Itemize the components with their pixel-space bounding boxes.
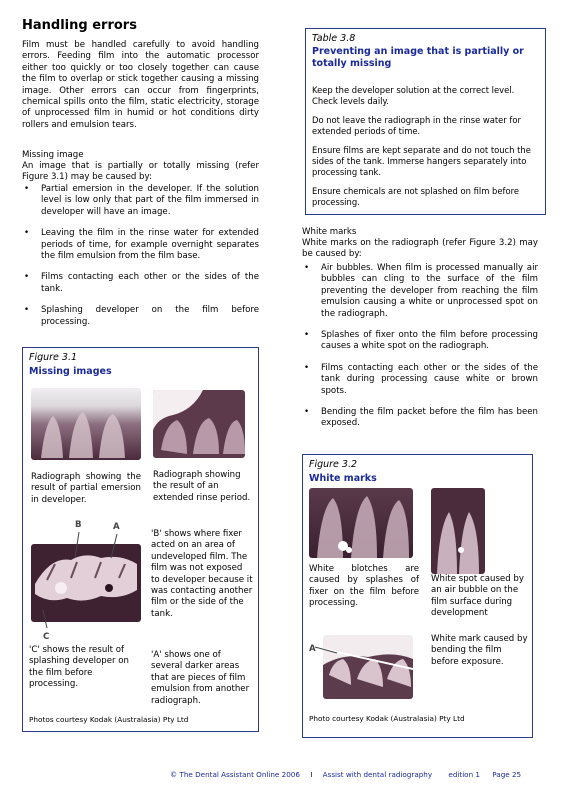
intro-paragraph: Film must be handled carefully to avoid handling errors. Feeding film into the automatic processor either too quickly or too closely together can cause the film to overlap or stick together causing a missing image. Other errors can occur from fingerprints, chemical spills onto the film, static electricity, storage of unprocessed film in humid or hot conditions dirty rollers and emulsion tears. bbox=[22, 40, 259, 130]
marker-c: C bbox=[43, 632, 50, 642]
section-heading: Handling errors bbox=[22, 18, 137, 33]
table-label: Table 3.8 bbox=[312, 33, 356, 44]
white-marks-heading: White marks bbox=[302, 227, 357, 237]
list-item: • Splashing developer on the film before processing. bbox=[22, 305, 259, 328]
marker-b: B bbox=[75, 520, 82, 530]
radiograph-white-blotches-image bbox=[309, 488, 413, 558]
list-item: • Air bubbles. When film is processed manually air bubbles can cling to the surface of the film preventing the developer from reaching the film emulsion causing a white or unprocessed spot on the radiograph. bbox=[302, 263, 538, 320]
table-body bbox=[312, 85, 540, 216]
radiograph-extended-rinse-image bbox=[153, 390, 245, 458]
missing-image-heading: Missing image bbox=[22, 150, 84, 160]
radiograph-white-blotches bbox=[309, 488, 413, 558]
figure-3-2 bbox=[302, 454, 533, 738]
figure-3-1 bbox=[22, 347, 259, 732]
radiograph-extended-rinse bbox=[153, 390, 245, 458]
list-item: • Films contacting each other or the sides of the tank during processing cause white or brown spots. bbox=[302, 363, 538, 397]
table-title: Preventing an image that is partially or totally missing bbox=[312, 46, 524, 69]
caption-bent-film: White mark caused by bending the film before exposure. bbox=[431, 634, 528, 667]
list-item: • Partial emersion in the developer. If the solution level is low only that part of the film immersed in developer will have an image. bbox=[22, 184, 259, 218]
list-item: • Splashes of fixer onto the film before processing causes a white spot on the radiograph. bbox=[302, 330, 538, 353]
white-marks-intro: White marks on the radiograph (refer Figure 3.2) may be caused by: bbox=[302, 238, 538, 260]
caption-partial-emersion: Radiograph showing the result of partial emersion in developer. bbox=[31, 472, 141, 505]
footer-copyright: © The Dental Assistant Online 2006 bbox=[170, 770, 300, 779]
list-item: • Bending the film packet before the film has been exposed. bbox=[302, 407, 538, 430]
table-item: Ensure films are kept separate and do not touch the sides of the tank. Immerse hangers separately into processing tank. bbox=[312, 145, 531, 177]
table-item: Keep the developer solution at the correct level. Check levels daily. bbox=[312, 85, 515, 106]
footer-separator: I bbox=[310, 770, 313, 779]
missing-image-list bbox=[22, 184, 259, 338]
table-item: Ensure chemicals are not splashed on film before processing. bbox=[312, 186, 519, 207]
caption-air-bubble: White spot caused by an air bubble on the film surface during development bbox=[431, 574, 524, 619]
caption-c: 'C' shows the result of splashing developer on the film before processing. bbox=[29, 645, 130, 690]
figure-label: Figure 3.1 bbox=[29, 352, 78, 363]
table-3-8 bbox=[305, 28, 546, 215]
figure-pointer-lines bbox=[31, 518, 171, 648]
page-footer bbox=[170, 770, 521, 779]
table-item: Do not leave the radiograph in the rinse water for extended periods of time. bbox=[312, 115, 521, 136]
marker-a: A bbox=[309, 644, 316, 654]
caption-a: 'A' shows one of several darker areas that are pieces of film emulsion from another radiograph. bbox=[151, 650, 250, 706]
photo-credit: Photo courtesy Kodak (Australasia) Pty Ltd bbox=[309, 714, 465, 723]
missing-image-intro: An image that is partially or totally missing (refer Figure 3.1) may be caused by: bbox=[22, 161, 259, 183]
caption-extended-rinse: Radiograph showing the result of an extended rinse period. bbox=[153, 470, 251, 503]
list-item: • Films contacting each other or the sides of the tank. bbox=[22, 272, 259, 295]
footer-course: Assist with dental radiography bbox=[322, 770, 433, 779]
footer-edition: edition 1 bbox=[448, 770, 480, 779]
figure-title: White marks bbox=[309, 473, 377, 484]
photo-credit: Photos courtesy Kodak (Australasia) Pty Ltd bbox=[29, 715, 189, 724]
radiograph-air-bubble bbox=[431, 488, 485, 574]
white-marks-list bbox=[302, 263, 538, 440]
figure-label: Figure 3.2 bbox=[309, 459, 358, 470]
figure-pointer-line bbox=[309, 641, 339, 661]
caption-b: 'B' shows where fixer acted on an area of undeveloped film. The film was not exposed to developer because it was contacting another film or the side of the tank. bbox=[151, 529, 253, 619]
radiograph-partial-emersion-image bbox=[31, 388, 141, 460]
list-item: • Leaving the film in the rinse water for extended periods of time, for example overnight separates the film emulsion from the film base. bbox=[22, 228, 259, 262]
caption-white-blotches: White blotches are caused by splashes of fixer on the film before processing. bbox=[309, 564, 419, 609]
radiograph-partial-emersion bbox=[31, 388, 141, 460]
figure-title: Missing images bbox=[29, 366, 112, 377]
radiograph-air-bubble-image bbox=[431, 488, 485, 574]
marker-a: A bbox=[113, 522, 120, 532]
footer-page-number: Page 25 bbox=[492, 770, 522, 779]
